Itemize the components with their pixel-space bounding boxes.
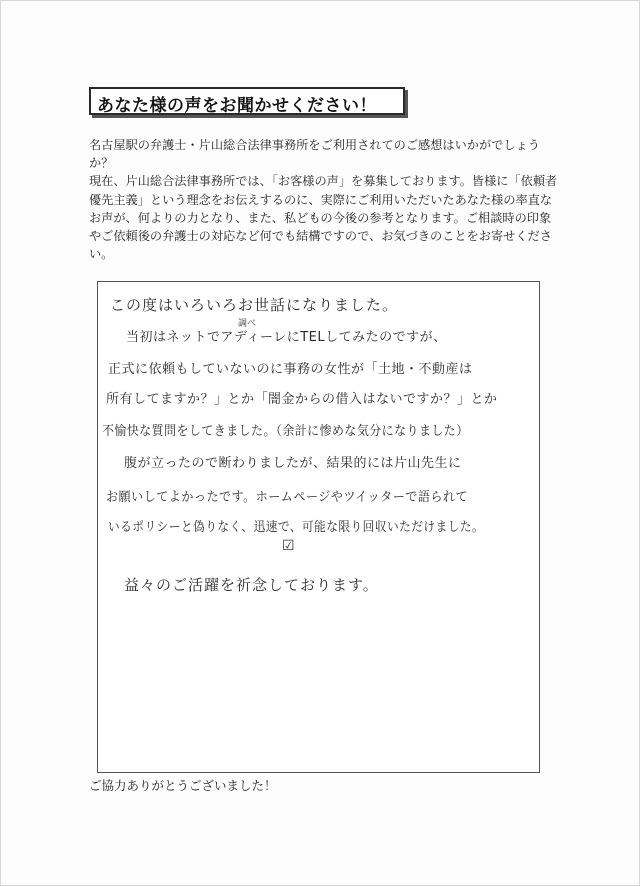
intro-text: [89, 136, 559, 263]
handwritten-line-2: 当初はネットでアディーレにTELしてみたのですが、: [126, 330, 447, 345]
handwritten-line-4: 所有してますか？」とか「闇金からの借入はないですか？」とか: [106, 392, 498, 407]
check-mark-icon: ☑: [282, 538, 295, 554]
handwritten-line-9: 益々のご活躍を祈念しております。: [124, 576, 379, 594]
page-title: あなた様の声をお聞かせください！: [97, 96, 377, 116]
handwritten-line-7: お願いしてよかったです。ホームページやツイッターで語られて: [106, 490, 469, 505]
handwritten-insert-note: 調べ: [238, 319, 257, 329]
closing-message: ご協力ありがとうございました！: [89, 778, 277, 793]
handwritten-answer-box: [97, 281, 540, 773]
intro-paragraph-2: 現在、片山総合法律事務所では、「お客様の声」を募集しております。皆様に「依頼者優先主義」という理念をお伝えするのに、実際にご利用いただいたあなた様の率直なお声が、何よりの力となり、また、私どもの今後の参考となります。ご相談時の印象やご依頼後の弁護士の対応など何でも結構ですので、お気づきのことをお寄せください。: [89, 174, 558, 262]
handwritten-line-1: この度はいろいろお世話になりました。: [110, 296, 399, 314]
handwritten-line-5: 不愉快な質問をしてきました。（余計に惨めな気分になりました）: [102, 424, 469, 439]
title-box: [89, 87, 405, 115]
intro-paragraph-1: 名古屋駅の弁護士・片山総合法律事務所をご利用されてのご感想はいかがでしょうか？: [89, 138, 540, 171]
handwritten-line-6: 腹が立ったので断わりましたが、結果的には片山先生に: [124, 456, 462, 471]
handwritten-line-8: いるポリシーと偽りなく、迅速で、可能な限り回収いただけました。: [108, 520, 485, 535]
handwritten-line-3: 正式に依頼もしていないのに事務の女性が「土地・不動産は: [108, 362, 473, 377]
